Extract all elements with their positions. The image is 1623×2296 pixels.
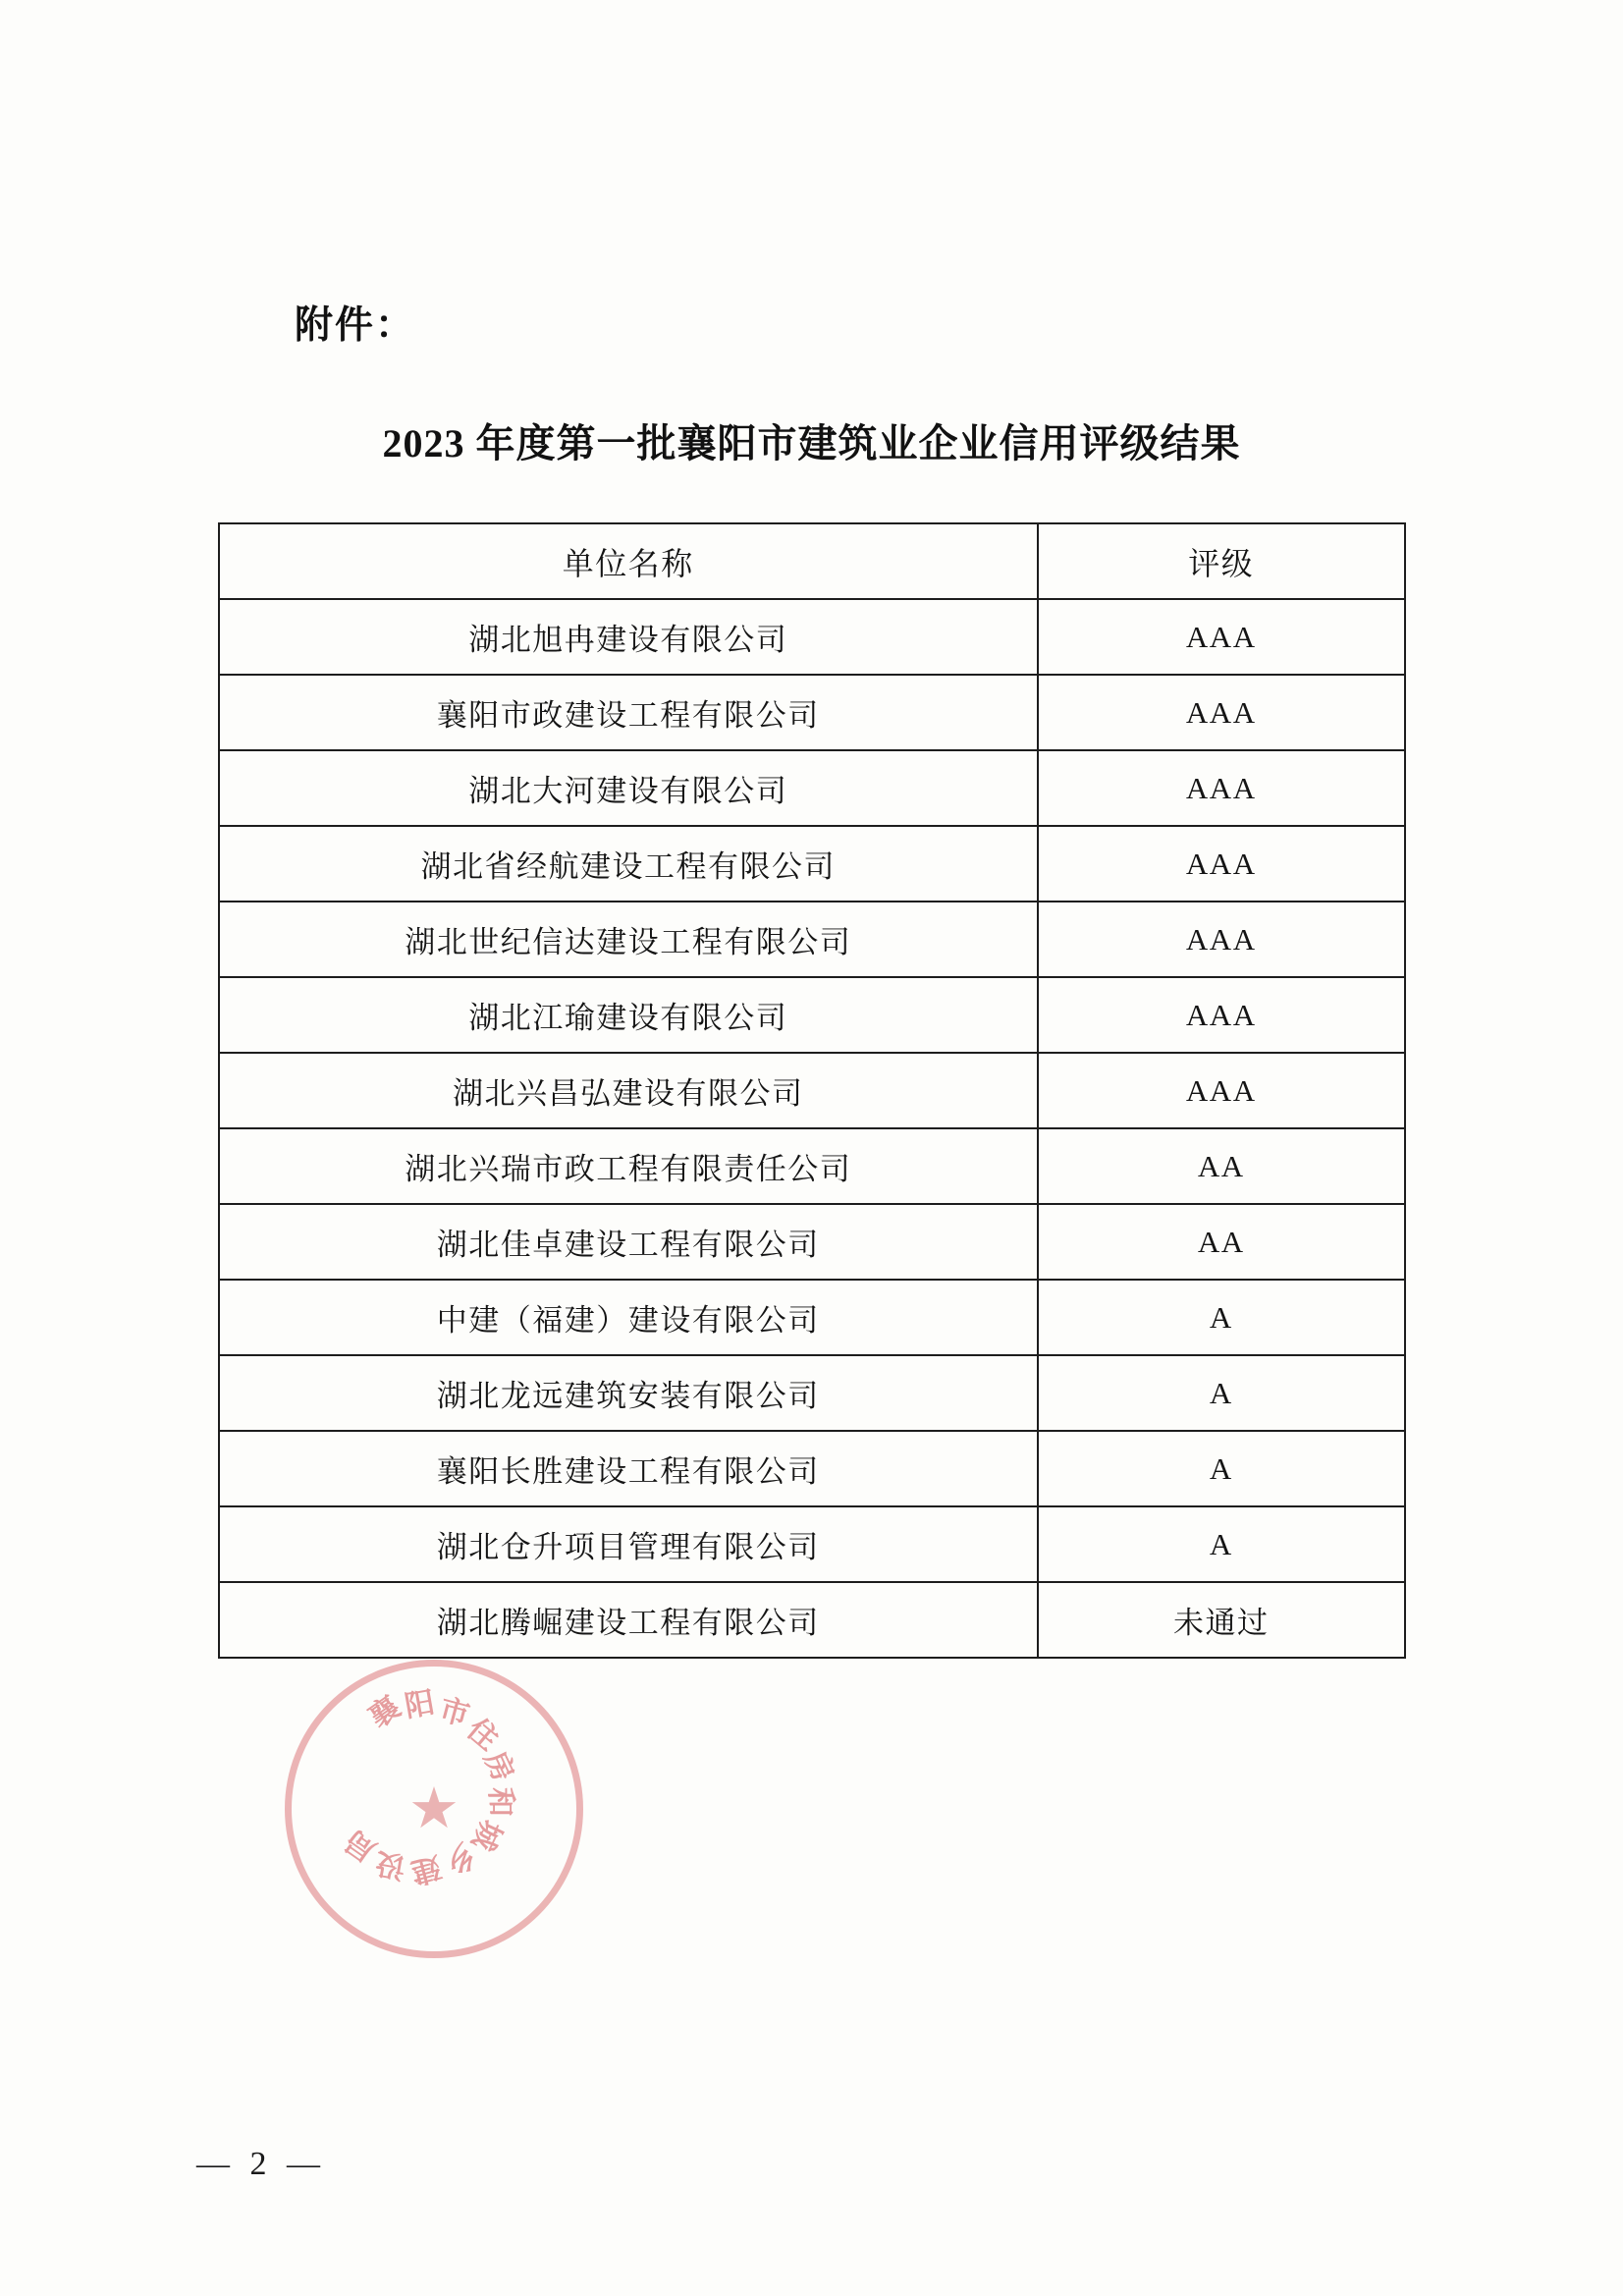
table-row bbox=[219, 977, 1405, 1053]
cell-company-name: 湖北兴昌弘建设有限公司 bbox=[219, 1053, 1038, 1128]
rating-table bbox=[218, 522, 1406, 1659]
cell-rating: AA bbox=[1038, 1128, 1405, 1204]
cell-rating: 未通过 bbox=[1038, 1582, 1405, 1658]
cell-company-name: 湖北江瑜建设有限公司 bbox=[219, 977, 1038, 1053]
cell-rating: AA bbox=[1038, 1204, 1405, 1280]
table-row bbox=[219, 1582, 1405, 1658]
cell-company-name: 湖北省经航建设工程有限公司 bbox=[219, 826, 1038, 902]
cell-company-name: 中建（福建）建设有限公司 bbox=[219, 1280, 1038, 1355]
attachment-label: 附件： bbox=[295, 304, 416, 347]
cell-rating: AAA bbox=[1038, 902, 1405, 977]
table-row bbox=[219, 750, 1405, 826]
cell-rating: AAA bbox=[1038, 599, 1405, 675]
table-body bbox=[219, 599, 1405, 1658]
table-row bbox=[219, 599, 1405, 675]
seal-star-icon: ★ bbox=[408, 1777, 460, 1840]
cell-company-name: 湖北旭冉建设有限公司 bbox=[219, 599, 1038, 675]
cell-company-name: 湖北龙远建筑安装有限公司 bbox=[219, 1355, 1038, 1431]
column-header-rating: 评级 bbox=[1038, 523, 1405, 599]
table-header-row bbox=[219, 523, 1405, 599]
table-row bbox=[219, 1280, 1405, 1355]
cell-company-name: 湖北大河建设有限公司 bbox=[219, 750, 1038, 826]
cell-rating: A bbox=[1038, 1280, 1405, 1355]
table-row bbox=[219, 1431, 1405, 1506]
table-row bbox=[219, 1128, 1405, 1204]
official-seal bbox=[285, 1660, 583, 1958]
cell-rating: AAA bbox=[1038, 977, 1405, 1053]
cell-rating: A bbox=[1038, 1506, 1405, 1582]
table-row bbox=[219, 826, 1405, 902]
cell-company-name: 湖北佳卓建设工程有限公司 bbox=[219, 1204, 1038, 1280]
page-number: — 2 — bbox=[196, 2146, 326, 2182]
cell-company-name: 湖北仓升项目管理有限公司 bbox=[219, 1506, 1038, 1582]
cell-rating: AAA bbox=[1038, 826, 1405, 902]
cell-company-name: 湖北兴瑞市政工程有限责任公司 bbox=[219, 1128, 1038, 1204]
table-row bbox=[219, 1355, 1405, 1431]
rating-table-container bbox=[218, 522, 1406, 1659]
column-header-company: 单位名称 bbox=[219, 523, 1038, 599]
table-row bbox=[219, 1506, 1405, 1582]
seal-text: 襄 阳 市 住 房 和 城 乡 建 设 局 bbox=[339, 1686, 520, 1889]
seal-ring bbox=[292, 1667, 576, 1951]
cell-rating: AAA bbox=[1038, 1053, 1405, 1128]
table-row bbox=[219, 902, 1405, 977]
cell-rating: AAA bbox=[1038, 675, 1405, 750]
cell-company-name: 湖北世纪信达建设工程有限公司 bbox=[219, 902, 1038, 977]
cell-rating: A bbox=[1038, 1431, 1405, 1506]
cell-company-name: 湖北腾崛建设工程有限公司 bbox=[219, 1582, 1038, 1658]
cell-company-name: 襄阳长胜建设工程有限公司 bbox=[219, 1431, 1038, 1506]
cell-rating: A bbox=[1038, 1355, 1405, 1431]
cell-rating: AAA bbox=[1038, 750, 1405, 826]
table-row bbox=[219, 1204, 1405, 1280]
table-row bbox=[219, 675, 1405, 750]
table-row bbox=[219, 1053, 1405, 1128]
cell-company-name: 襄阳市政建设工程有限公司 bbox=[219, 675, 1038, 750]
page-title: 2023 年度第一批襄阳市建筑业企业信用评级结果 bbox=[382, 421, 1241, 465]
